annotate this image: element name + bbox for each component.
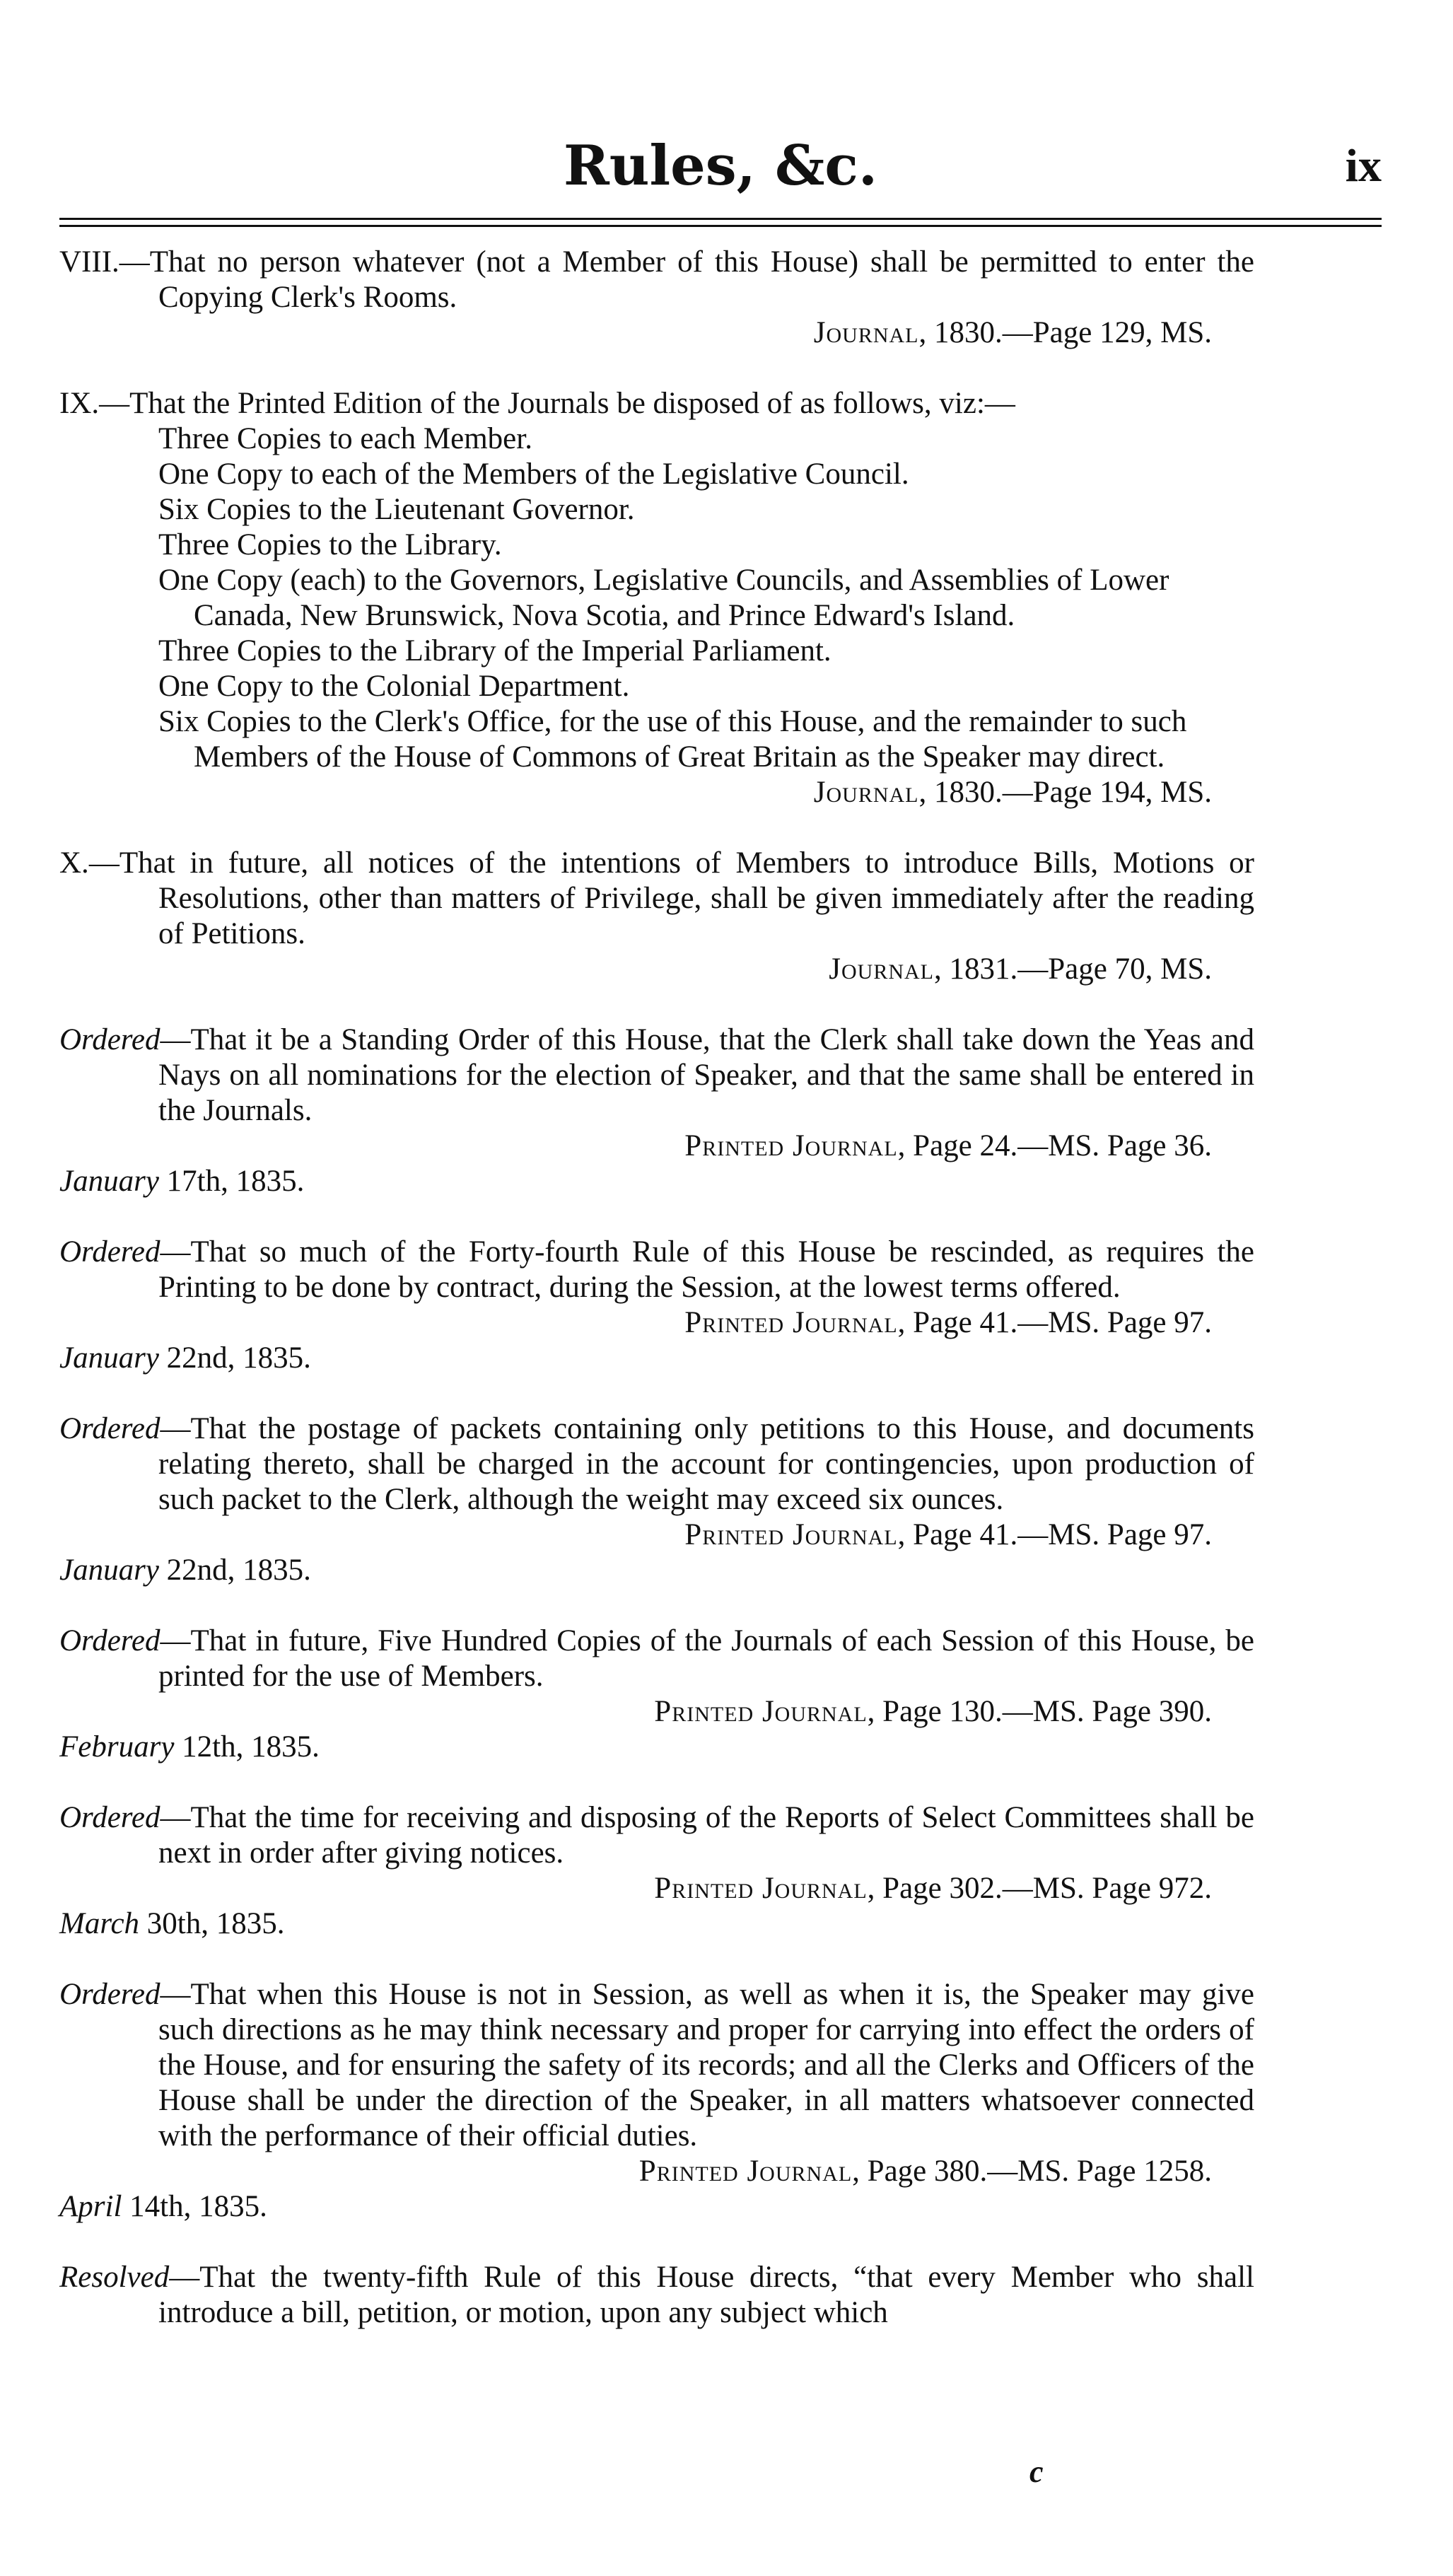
- order-label: Ordered: [59, 1412, 161, 1445]
- order-date: [59, 1730, 1254, 1765]
- rule-body: —That no person whatever (not a Member of this House) shall be permitted to enter the Copying Clerk's Rooms.: [119, 245, 1254, 314]
- order-entry: [59, 1800, 1254, 1942]
- header-rule-top: [59, 218, 1382, 220]
- resolved-entry: [59, 2260, 1254, 2331]
- citation-detail: , Page 41.—MS. Page 97.: [897, 1306, 1212, 1339]
- rule-label: IX.: [59, 387, 100, 420]
- citation: [59, 2154, 1254, 2189]
- order-entry: [59, 1411, 1254, 1588]
- citation: [59, 1305, 1254, 1341]
- resolved-body: —That the twenty-fifth Rule of this House directs, “that every Member who shall introduce a bill, petition, or motion, upon any subject which: [158, 2261, 1254, 2329]
- rule-viii-text: [59, 245, 1254, 315]
- citation-journal: Printed Journal: [684, 1129, 898, 1162]
- order-text: [59, 1235, 1254, 1305]
- distribution-item: Three Copies to the Library of the Imperial Parliament.: [158, 634, 831, 668]
- order-date: [59, 1164, 1254, 1199]
- order-label: Ordered: [59, 1801, 161, 1834]
- citation-detail: , 1830.—Page 194, MS.: [918, 776, 1212, 809]
- order-body: —That the time for receiving and disposing of the Reports of Select Committees shall be next in order after giving notices.: [158, 1801, 1254, 1870]
- order-date: [59, 1906, 1254, 1942]
- distribution-item: Six Copies to the Clerk's Office, for the use of this House, and the remainder to such Members of the House of Commons of Great Britain as the Speaker may direct.: [158, 705, 1187, 774]
- citation: [59, 1871, 1254, 1906]
- citation-journal: Printed Journal: [654, 1872, 868, 1905]
- date-day-year: 12th, 1835.: [174, 1730, 320, 1764]
- distribution-item: One Copy to the Colonial Department.: [158, 670, 630, 703]
- order-label: Ordered: [59, 1624, 161, 1657]
- citation: [59, 775, 1254, 810]
- page-title: Rules, &c.: [563, 134, 878, 198]
- citation-journal: Printed Journal: [638, 2155, 853, 2188]
- page-number: ix: [1345, 140, 1382, 192]
- distribution-item: Six Copies to the Lieutenant Governor.: [158, 493, 635, 526]
- citation: [59, 1694, 1254, 1730]
- citation: [59, 315, 1254, 351]
- date-month: February: [59, 1730, 175, 1764]
- citation-detail: , Page 24.—MS. Page 36.: [897, 1129, 1212, 1162]
- rule-viii: [59, 245, 1254, 351]
- citation-journal: Journal: [813, 776, 919, 809]
- order-entry: [59, 1022, 1254, 1199]
- date-day-year: 22nd, 1835.: [158, 1341, 311, 1375]
- citation-journal: Journal: [813, 316, 919, 349]
- citation-detail: , 1830.—Page 129, MS.: [918, 316, 1212, 349]
- order-entry: [59, 1624, 1254, 1765]
- order-date: [59, 1553, 1254, 1588]
- date-day-year: 22nd, 1835.: [158, 1554, 311, 1587]
- citation-detail: , Page 130.—MS. Page 390.: [867, 1695, 1212, 1728]
- rule-body: —That in future, all notices of the intentions of Members to introduce Bills, Motions or Resolutions, other than matters of Privilege, shall be given immediately after the reading of Petitions.: [88, 846, 1254, 950]
- rule-label: VIII.: [59, 245, 119, 279]
- signature-mark: c: [1029, 2454, 1044, 2489]
- resolved-label: Resolved: [59, 2261, 170, 2294]
- citation-journal: Printed Journal: [684, 1306, 898, 1339]
- date-day-year: 30th, 1835.: [139, 1907, 285, 1940]
- order-label: Ordered: [59, 1235, 161, 1269]
- date-month: April: [59, 2190, 122, 2223]
- citation-detail: , Page 41.—MS. Page 97.: [897, 1518, 1212, 1551]
- order-date: [59, 2189, 1254, 2225]
- citation: [59, 952, 1254, 987]
- rule-x: [59, 846, 1254, 987]
- date-month: March: [59, 1907, 140, 1940]
- document-body: [59, 245, 1254, 2331]
- order-entry: [59, 1977, 1254, 2225]
- rule-label: X.: [59, 846, 89, 880]
- distribution-item: Three Copies to each Member.: [158, 422, 532, 455]
- rule-x-text: [59, 846, 1254, 952]
- order-body: —That it be a Standing Order of this House, that the Clerk shall take down the Yeas and Nays on all nominations for the election of Speaker, and that the same shall be entered in the Journals.: [158, 1023, 1254, 1127]
- page-header: [59, 131, 1382, 202]
- order-text: [59, 1624, 1254, 1694]
- order-entry: [59, 1235, 1254, 1376]
- citation: [59, 1517, 1254, 1553]
- rule-ix: [59, 386, 1254, 810]
- distribution-item: One Copy to each of the Members of the Legislative Council.: [158, 457, 909, 491]
- citation-journal: Printed Journal: [654, 1695, 868, 1728]
- citation-detail: , Page 302.—MS. Page 972.: [867, 1872, 1212, 1905]
- resolved-text: [59, 2260, 1254, 2331]
- order-body: —That in future, Five Hundred Copies of the Journals of each Session of this House, be printed for the use of Members.: [158, 1624, 1254, 1693]
- date-day-year: 17th, 1835.: [158, 1165, 305, 1198]
- order-text: [59, 1022, 1254, 1129]
- citation-detail: , Page 380.—MS. Page 1258.: [852, 2155, 1212, 2188]
- citation-journal: Journal: [829, 952, 935, 986]
- citation-journal: Printed Journal: [684, 1518, 898, 1551]
- date-month: January: [59, 1165, 159, 1198]
- order-body: —That so much of the Forty-fourth Rule of this House be rescinded, as requires the Printing to be done by contract, during the Session, at the lowest terms offered.: [158, 1235, 1254, 1304]
- citation: [59, 1129, 1254, 1164]
- order-date: [59, 1341, 1254, 1376]
- date-month: January: [59, 1554, 159, 1587]
- order-body: —That the postage of packets containing only petitions to this House, and documents relating thereto, shall be charged in the account for contingencies, upon production of such packet to the Clerk, although the weight may exceed six ounces.: [158, 1412, 1254, 1516]
- order-body: —That when this House is not in Session, as well as when it is, the Speaker may give such directions as he may think necessary and proper for carrying into effect the orders of the House, and for ensuring the safety of its records; and all the Clerks and Officers of the House shall be under the direction of the Speaker, in all matters whatsoever connected with the performance of their official duties.: [158, 1978, 1254, 2152]
- rule-body: —That the Printed Edition of the Journals be disposed of as follows, viz:—: [99, 387, 1015, 420]
- header-rule-bottom: [59, 225, 1382, 227]
- rule-ix-text: [59, 386, 1254, 421]
- order-label: Ordered: [59, 1023, 161, 1056]
- date-month: January: [59, 1341, 159, 1375]
- order-label: Ordered: [59, 1978, 161, 2011]
- order-text: [59, 1800, 1254, 1871]
- distribution-item: Three Copies to the Library.: [158, 528, 502, 561]
- order-text: [59, 1411, 1254, 1517]
- date-day-year: 14th, 1835.: [122, 2190, 267, 2223]
- distribution-item: One Copy (each) to the Governors, Legislative Councils, and Assemblies of Lower Canada, New Brunswick, Nova Scotia, and Prince Edward's Island.: [158, 564, 1169, 632]
- citation-detail: , 1831.—Page 70, MS.: [934, 952, 1212, 986]
- order-text: [59, 1977, 1254, 2154]
